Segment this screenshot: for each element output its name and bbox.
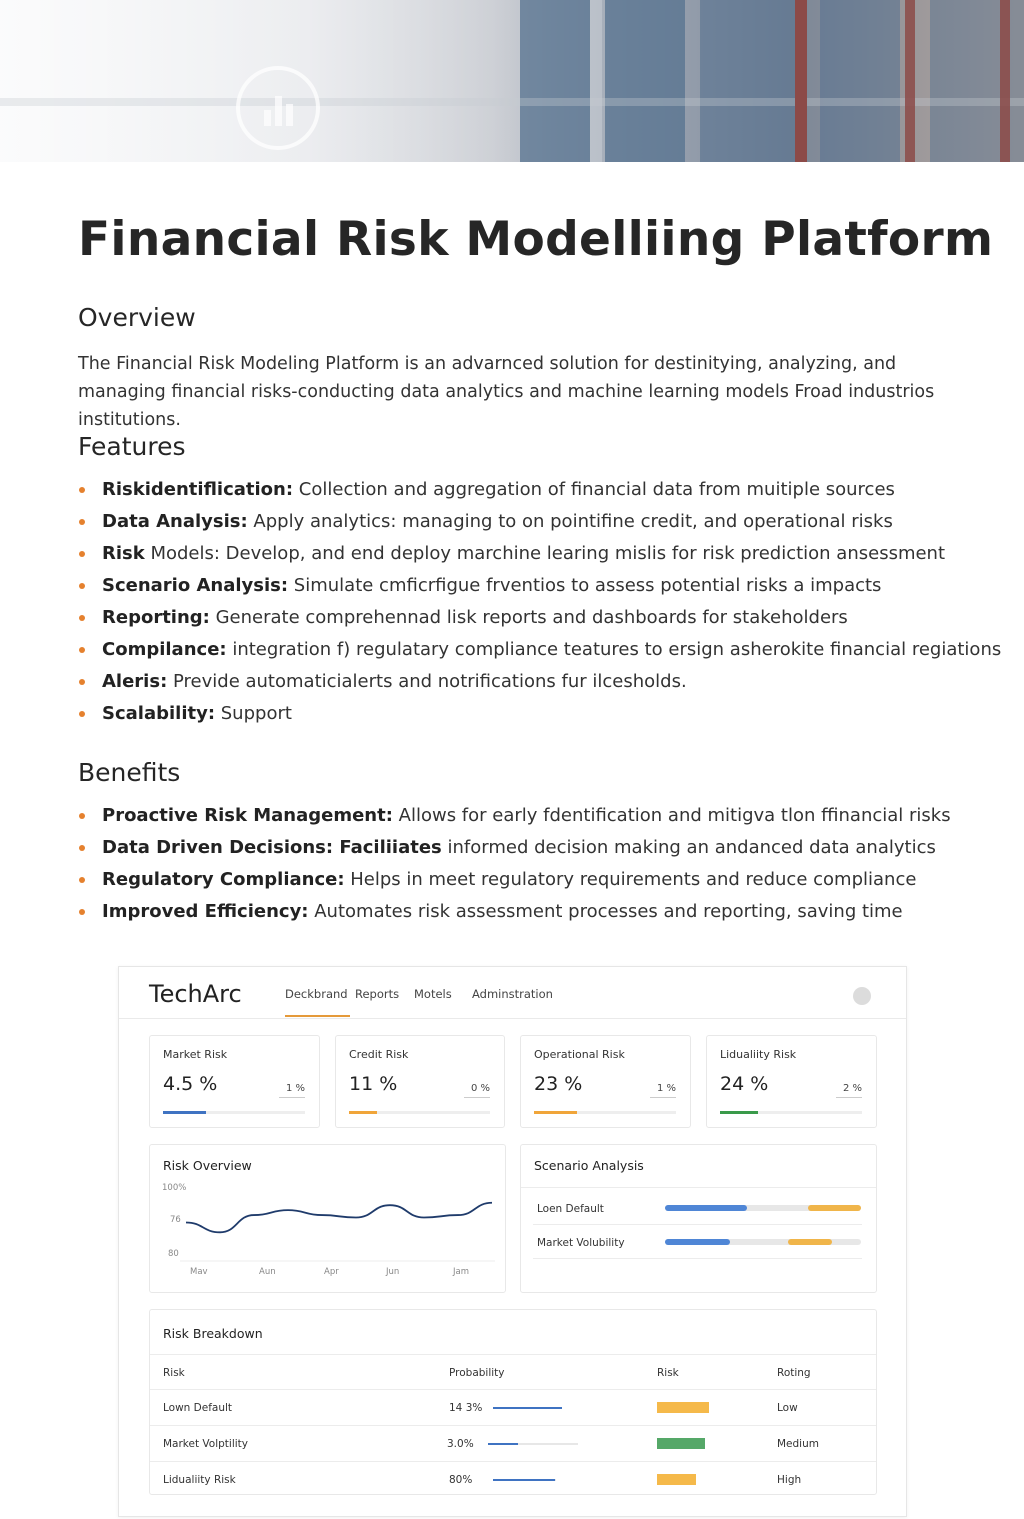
kpi-progress-fill — [720, 1111, 758, 1114]
features-item-text: Collection and aggregation of financial data from muitiple sources — [293, 479, 895, 500]
risk-level-bar — [657, 1402, 709, 1413]
features-item-label: Reporting: — [102, 607, 210, 628]
kpi-change: 2 % — [842, 1083, 862, 1094]
kpi-value: 4.5 % — [163, 1073, 218, 1095]
column-header-risk[interactable]: Risk — [163, 1367, 185, 1379]
scenario-title: Scenario Analysis — [534, 1158, 644, 1173]
page-title: Financial Risk Modelliing Platform — [78, 212, 994, 267]
kpi-card-operational-risk[interactable] — [520, 1035, 691, 1128]
overview-text: The Financial Risk Modeling Platform is an advarnced solution for destinitying, analyzing, and managing financial risks-conducting data analytics and machine learning models Froad industrios institutions. — [78, 354, 935, 430]
features-item-text: Simulate cmficrfigue frventios to assess potential risks a impacts — [288, 575, 882, 596]
y-tick: 100% — [162, 1183, 187, 1193]
kpi-label: Lidualiity Risk — [720, 1048, 797, 1061]
benefits-item — [78, 802, 958, 834]
scenario-name: Market Volubility — [537, 1237, 625, 1249]
row-risk-name: Lown Default — [163, 1402, 233, 1414]
benefits-item-text: Allows for early fdentification and mitigva tlon ffinancial risks — [392, 805, 951, 826]
scenario-row-market-volubility[interactable] — [533, 1225, 862, 1259]
features-item-text: Previde automaticialerts and notrifications fur ilcesholds. — [167, 671, 687, 692]
row-probability: 14 3% — [449, 1402, 483, 1414]
kpi-change: 0 % — [470, 1083, 490, 1094]
features-item — [78, 540, 958, 572]
scenario-bar-blue — [665, 1239, 730, 1245]
kpi-label: Credit Risk — [349, 1048, 409, 1061]
benefits-item-label: Data Driven Decisions: Faciliiates — [102, 837, 442, 858]
kpi-card-market-risk[interactable] — [149, 1035, 320, 1128]
risk-level-bar — [657, 1438, 705, 1449]
column-header-probability[interactable]: Probability — [449, 1367, 505, 1379]
row-rating: Low — [777, 1402, 798, 1414]
features-item-text: Models: Develop, and end deploy marchine learing mislis for risk prediction ansessment — [144, 543, 946, 564]
features-item-label: Riskidentiflication: — [102, 479, 294, 500]
features-item-text: Generate comprehennad lisk reports and dashboards for stakeholders — [209, 607, 848, 628]
risk-overview-card — [149, 1144, 506, 1293]
kpi-value: 11 % — [349, 1073, 398, 1095]
x-tick: Mav — [190, 1267, 208, 1277]
kpi-progress — [349, 1111, 490, 1114]
table-row[interactable] — [150, 1462, 876, 1498]
kpi-progress — [163, 1111, 305, 1114]
kpi-label: Operational Risk — [534, 1048, 625, 1061]
column-header-rating[interactable]: Roting — [777, 1367, 811, 1379]
features-item-label: Scenario Analysis: — [102, 575, 289, 596]
x-tick: Aun — [259, 1267, 276, 1277]
row-risk-name: Lidualiity Risk — [163, 1474, 236, 1486]
row-rating: Medium — [777, 1438, 819, 1450]
kpi-progress-fill — [163, 1111, 206, 1114]
features-item — [78, 508, 958, 540]
probability-bar — [488, 1443, 578, 1445]
benefits-item-text: Helps in meet regulatory requirements and reduce compliance — [344, 869, 917, 890]
nav-adminstration[interactable]: Adminstration — [472, 987, 553, 1001]
nav-motels[interactable]: Motels — [414, 987, 452, 1001]
probability-bar — [493, 1407, 562, 1409]
benefits-list — [78, 802, 958, 930]
kpi-value: 24 % — [720, 1073, 769, 1095]
risk-series-line — [186, 1203, 492, 1233]
benefits-item — [78, 834, 958, 866]
benefits-heading: Benefits — [78, 758, 181, 787]
features-heading: Features — [78, 432, 186, 461]
column-header-risk-level[interactable]: Risk — [657, 1367, 679, 1379]
table-row[interactable] — [150, 1390, 876, 1426]
benefits-item-text: Automates risk assessment processes and reporting, saving time — [308, 901, 903, 922]
chart-logo-icon — [236, 66, 320, 150]
scenario-bar-blue — [665, 1205, 747, 1211]
hero-banner — [0, 0, 1024, 162]
features-item-label: Data Analysis: — [102, 511, 248, 532]
dashboard-preview — [118, 966, 907, 1517]
scenario-name: Loen Default — [537, 1203, 604, 1215]
y-tick: 76 — [170, 1215, 181, 1225]
overview-heading: Overview — [78, 303, 196, 332]
brand-logo[interactable]: TechArc — [149, 980, 242, 1008]
features-item-text: Support — [215, 703, 292, 724]
kpi-card-credit-risk[interactable] — [335, 1035, 505, 1128]
dashboard-topbar — [119, 967, 906, 1019]
benefits-item-text: informed decision making an andanced data analytics — [441, 837, 936, 858]
kpi-progress — [720, 1111, 862, 1114]
table-header — [150, 1354, 876, 1390]
features-item-text: integration f) regulatary compliance teatures to ersign asherokite financial regiations — [226, 639, 1002, 660]
y-tick: 80 — [168, 1249, 179, 1259]
probability-bar — [493, 1479, 556, 1481]
benefits-item-label: Regulatory Compliance: — [102, 869, 345, 890]
features-item — [78, 668, 958, 700]
row-probability: 80% — [449, 1474, 473, 1486]
kpi-progress-fill — [534, 1111, 577, 1114]
x-tick: Jam — [453, 1267, 469, 1277]
features-item-label: Aleris: — [102, 671, 168, 692]
benefits-item — [78, 866, 958, 898]
kpi-progress-fill — [349, 1111, 377, 1114]
risk-breakdown-title: Risk Breakdown — [163, 1326, 263, 1341]
kpi-progress — [534, 1111, 676, 1114]
scenario-analysis-card — [520, 1144, 877, 1293]
row-probability: 3.0% — [447, 1438, 474, 1450]
scenario-row-loan-default[interactable] — [533, 1191, 862, 1225]
kpi-change: 1 % — [285, 1083, 305, 1094]
features-item — [78, 700, 958, 732]
features-item — [78, 636, 1002, 668]
row-rating: High — [777, 1474, 802, 1486]
scenario-bar-orange — [808, 1205, 861, 1211]
features-item — [78, 572, 958, 604]
features-item — [78, 476, 958, 508]
risk-overview-title: Risk Overview — [163, 1158, 252, 1173]
features-item-label: Compilance: — [102, 639, 227, 660]
kpi-change: 1 % — [656, 1083, 676, 1094]
features-item-label: Scalability: — [102, 703, 216, 724]
x-tick: Jun — [386, 1267, 400, 1277]
table-row[interactable] — [150, 1426, 876, 1462]
features-list — [78, 476, 1002, 732]
kpi-card-lidualiity-risk[interactable] — [706, 1035, 877, 1128]
scenario-bar-orange — [788, 1239, 831, 1245]
benefits-item-label: Improved Efficiency: — [102, 901, 309, 922]
row-risk-name: Market Volptility — [163, 1438, 249, 1450]
avatar[interactable] — [853, 987, 871, 1005]
benefits-item-label: Proactive Risk Management: — [102, 805, 393, 826]
nav-deckbrand[interactable]: Deckbrand — [285, 987, 348, 1001]
nav-reports[interactable]: Reports — [355, 987, 400, 1001]
risk-breakdown-card — [149, 1309, 877, 1495]
risk-level-bar — [657, 1474, 696, 1485]
features-item-text: Apply analytics: managing to on pointifine credit, and operational risks — [247, 511, 893, 532]
x-tick: Apr — [324, 1267, 339, 1277]
kpi-label: Market Risk — [163, 1048, 228, 1061]
benefits-item — [78, 898, 958, 930]
kpi-value: 23 % — [534, 1073, 583, 1095]
features-item-label: Risk — [102, 543, 145, 564]
features-item — [78, 604, 958, 636]
